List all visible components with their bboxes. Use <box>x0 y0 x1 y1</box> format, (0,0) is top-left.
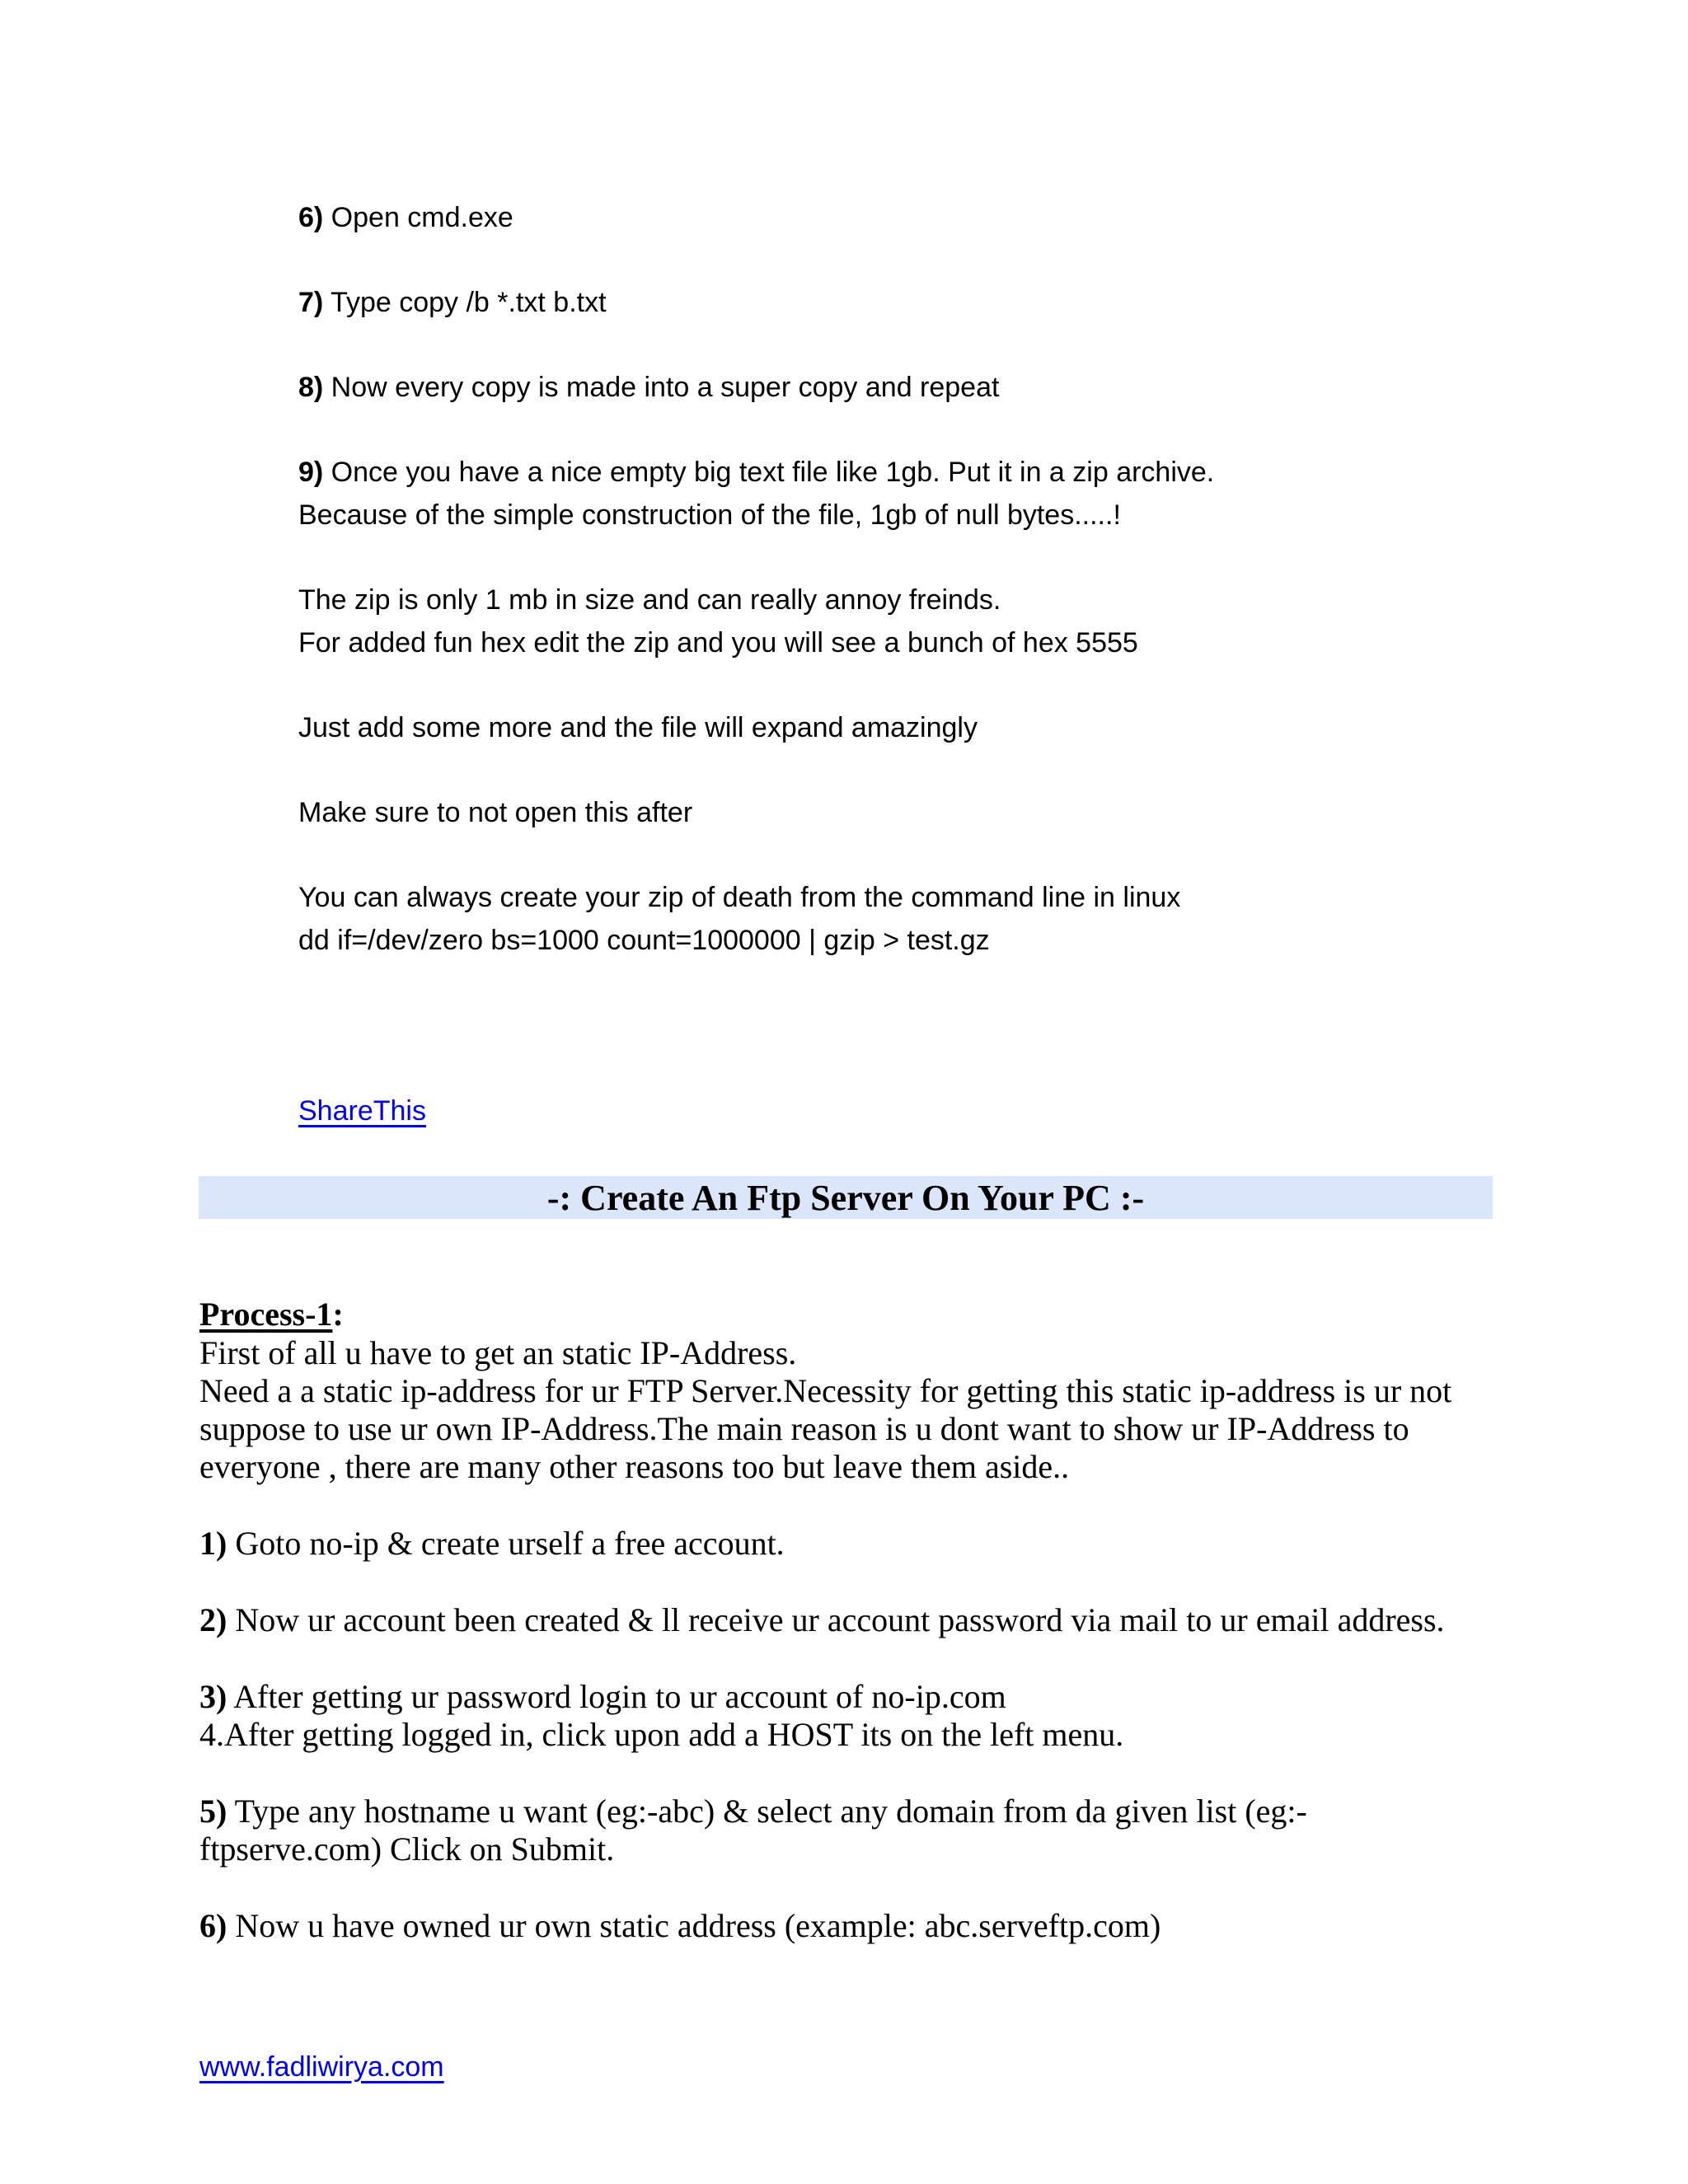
paragraph-warning: Make sure to not open this after <box>298 797 693 828</box>
paragraph-zip-size: The zip is only 1 mb in size and can really annoy freinds. <box>298 584 1001 616</box>
step-text: Type any hostname u want (eg:-abc) & select any domain from da given list (eg:- <box>227 1793 1307 1830</box>
intro-line-4: everyone , there are many other reasons too but leave them aside.. <box>199 1448 1070 1485</box>
step-text: Goto no-ip & create urself a free account. <box>227 1525 785 1562</box>
command-line: dd if=/dev/zero bs=1000 count=1000000 | gzip > test.gz <box>298 925 990 956</box>
step-number: 7) <box>298 287 324 318</box>
process-label-text: Process-1 <box>199 1296 333 1333</box>
process-label <box>199 1295 344 1333</box>
step-9 <box>298 451 1214 494</box>
intro-line-2: Need a a static ip-address for ur FTP Server.Necessity for getting this static ip-address is ur not <box>199 1372 1452 1409</box>
process-label-colon: : <box>332 1296 344 1333</box>
step-text: Now ur account been created & ll receive ur account password via mail to ur email address. <box>227 1601 1445 1638</box>
step-number: 3) <box>199 1678 227 1715</box>
step-number: 9) <box>298 457 324 488</box>
step-8 <box>298 366 999 409</box>
step-text: After getting ur password login to ur account of no-ip.com <box>227 1678 1006 1715</box>
step-number: 1) <box>199 1525 227 1562</box>
step-6 <box>298 196 513 239</box>
step-text: Now every copy is made into a super copy and repeat <box>323 372 1000 403</box>
ftp-step-4: 4.After getting logged in, click upon add a HOST its on the left menu. <box>199 1716 1124 1753</box>
step-number: 2) <box>199 1601 227 1638</box>
section-heading: -: Create An Ftp Server On Your PC :- <box>546 1178 1145 1218</box>
step-number: 5) <box>199 1793 227 1830</box>
ftp-step-6 <box>199 1906 1160 1945</box>
footer-site-link[interactable]: www.fadliwirya.com <box>199 2051 444 2083</box>
step-text: Type copy /b *.txt b.txt <box>323 287 607 318</box>
step-number: 6) <box>199 1907 227 1944</box>
paragraph-hex-edit: For added fun hex edit the zip and you will see a bunch of hex 5555 <box>298 627 1138 658</box>
step-text: Once you have a nice empty big text file like 1gb. Put it in a zip archive. <box>323 457 1215 488</box>
ftp-step-1 <box>199 1524 785 1563</box>
step-9-continued: Because of the simple construction of the file, 1gb of null bytes.....! <box>298 499 1121 531</box>
step-7 <box>298 281 607 324</box>
intro-line-1: First of all u have to get an static IP-Address. <box>199 1334 797 1371</box>
share-this-link[interactable]: ShareThis <box>298 1095 426 1127</box>
ftp-step-3 <box>199 1677 1006 1716</box>
paragraph-linux: You can always create your zip of death from the command line in linux <box>298 882 1181 913</box>
step-text: Now u have owned ur own static address (example: abc.serveftp.com) <box>227 1907 1161 1944</box>
ftp-step-5 <box>199 1792 1307 1830</box>
step-number: 6) <box>298 202 324 233</box>
section-heading-bar <box>199 1176 1493 1219</box>
step-number: 8) <box>298 372 324 403</box>
ftp-step-5-continued: ftpserve.com) Click on Submit. <box>199 1830 615 1868</box>
ftp-step-2 <box>199 1601 1445 1639</box>
intro-line-3: suppose to use ur own IP-Address.The main reason is u dont want to show ur IP-Address to <box>199 1410 1409 1447</box>
paragraph-expand: Just add some more and the file will expand amazingly <box>298 712 978 743</box>
step-text: Open cmd.exe <box>323 202 513 233</box>
